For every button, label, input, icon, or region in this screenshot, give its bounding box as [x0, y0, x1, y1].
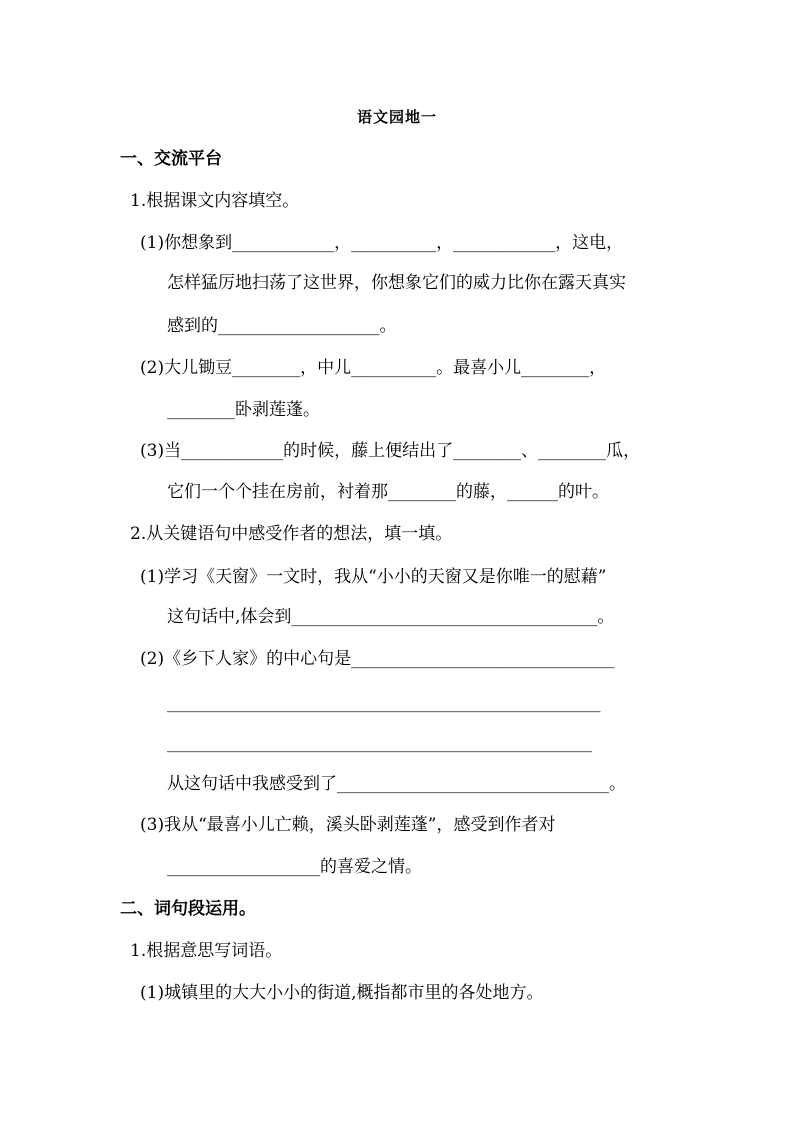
- q1-item2-line2: ________卧剥莲蓬。: [167, 400, 320, 420]
- q2-item2-line1: (2)《乡下人家》的中心句是_______________________________: [140, 649, 615, 669]
- q2-item3-line2: __________________的喜爱之情。: [167, 857, 422, 877]
- q1-item2-line1: (2)大儿锄豆________，中儿__________。最喜小儿________，: [140, 358, 607, 378]
- q2-item2-line2: ___________________________________________________: [167, 693, 601, 713]
- section-heading-1: 一、交流平台: [120, 149, 222, 169]
- q1-item1-line2: 怎样猛厉地扫荡了这世界，你想象它们的威力比你在露天真实: [167, 273, 626, 293]
- q1-item1-line3: 感到的___________________。: [167, 316, 397, 336]
- q2-item2-line4: 从这句话中我感受到了________________________________。: [167, 774, 626, 794]
- question-1-label: 1.根据课文内容填空。: [130, 191, 300, 211]
- q1-item3-line2: 它们一个个挂在房前，衬着那________的藤，______的叶。: [167, 482, 609, 502]
- section2-question-1-label: 1.根据意思写词语。: [130, 941, 283, 961]
- q1-item1-line1: (1)你想象到____________，__________，____________，这电，: [140, 233, 624, 253]
- q1-item3-line1: (3)当____________的时候，藤上便结出了________、________瓜，: [140, 441, 641, 461]
- section2-q1-item1: (1)城镇里的大大小小的街道,概指都市里的各处地方。: [140, 983, 544, 1003]
- q2-item3-line1: (3)我从“最喜小儿亡赖，溪头卧剥莲蓬”，感受到作者对: [140, 815, 556, 835]
- page-title: 语文园地一: [356, 108, 437, 126]
- q2-item1-line1: (1)学习《天窗》一文时，我从“小小的天窗又是你唯一的慰藉”: [140, 567, 607, 587]
- q2-item2-line3: __________________________________________________: [167, 733, 592, 753]
- q2-item1-line2: 这句话中,体会到____________________________________。: [167, 607, 615, 627]
- section-heading-2: 二、词句段运用。: [120, 899, 256, 919]
- question-2-label: 2.从关键语句中感受作者的想法，填一填。: [130, 524, 453, 544]
